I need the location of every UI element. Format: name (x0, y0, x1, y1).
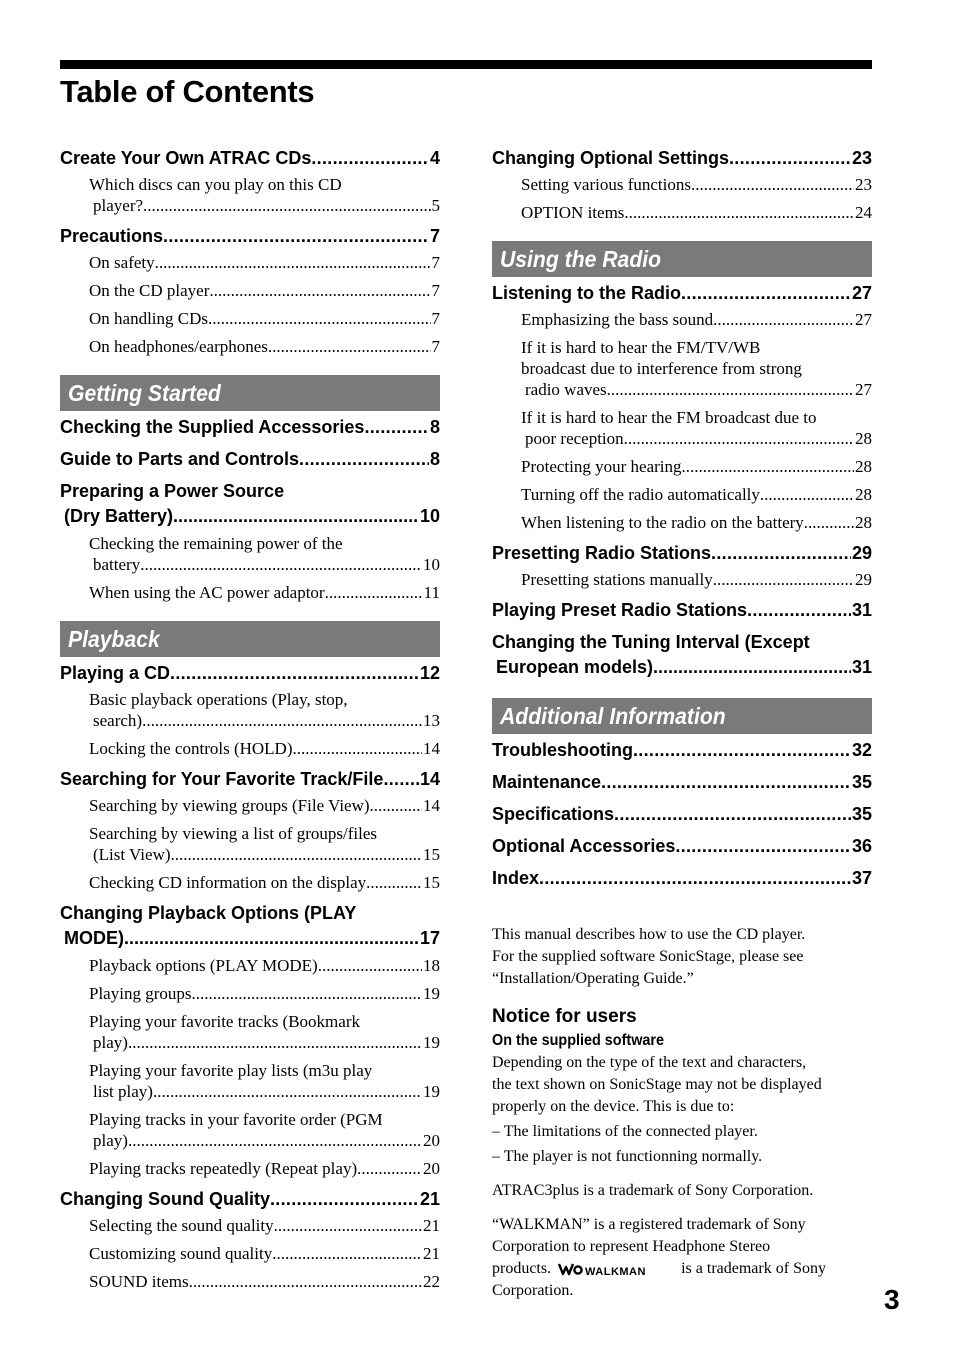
walkman-logo-icon (557, 1260, 675, 1278)
toc-entry-label: radio waves (525, 380, 607, 399)
body-line: the text shown on SonicStage may not be displayed (492, 1076, 822, 1093)
toc-entry-label: Checking the Supplied Accessories (60, 417, 365, 437)
toc-entry-label: battery (93, 555, 141, 574)
toc-page-number: 23 (851, 148, 872, 168)
dot-leader (124, 926, 419, 951)
dot-leader (729, 146, 851, 170)
dot-leader (170, 661, 419, 685)
dot-leader (691, 174, 854, 195)
toc-subentry (60, 795, 440, 816)
toc-entry-line (492, 655, 872, 680)
toc-page-number: 23 (855, 175, 872, 194)
section-getting-started (60, 375, 440, 411)
toc-chapter-entry (492, 541, 872, 565)
toc-subentry (492, 174, 872, 195)
trademark-line: products. (492, 1260, 552, 1277)
toc-page-number: 4 (429, 148, 440, 168)
toc-entry-label: Protecting your hearing (521, 457, 682, 476)
toc-chapter-entry (492, 598, 872, 622)
toc-entry-label: Changing Sound Quality (60, 1189, 270, 1209)
toc-entry-label: Customizing sound quality (89, 1244, 273, 1263)
toc-subentry (60, 983, 440, 1004)
dot-leader (208, 308, 431, 329)
toc-page-number: 5 (431, 196, 440, 215)
trademark-line: is a trademark of Sony (681, 1260, 826, 1277)
dot-leader (128, 1032, 422, 1053)
toc-entry-label: Locking the controls (HOLD) (89, 739, 293, 758)
toc-page-number: 32 (851, 740, 872, 760)
toc-page-number: 20 (423, 1131, 440, 1150)
trademark-line: Corporation. (492, 1282, 574, 1299)
toc-subentry (492, 337, 872, 400)
toc-subentry (60, 1060, 440, 1102)
toc-entry-label-line: If it is hard to hear the FM broadcast due to (521, 408, 817, 427)
toc-entry-label: On safety (89, 253, 155, 272)
toc-entry-label-line: Changing the Tuning Interval (Except (492, 632, 810, 652)
toc-page-number: 22 (423, 1272, 440, 1291)
toc-page-number: 20 (423, 1159, 440, 1178)
toc-entry-label: poor reception (525, 429, 624, 448)
toc-page-number: 14 (423, 739, 440, 758)
section-heading: Playback (68, 625, 160, 652)
toc-subentry (492, 569, 872, 590)
toc-chapter-entry (492, 738, 872, 762)
dot-leader (270, 1187, 419, 1211)
toc-page-number: 21 (419, 1189, 440, 1209)
dot-leader (163, 224, 429, 248)
toc-left-column (60, 146, 440, 1292)
toc-subentry (60, 689, 440, 731)
toc-entry-label: Emphasizing the bass sound (521, 310, 714, 329)
toc-entry-label-line: Which discs can you play on this CD (89, 175, 342, 194)
toc-page-number: 27 (855, 310, 872, 329)
toc-entry-label: On handling CDs (89, 309, 208, 328)
dot-leader (713, 569, 854, 590)
toc-entry-label-line: Changing Playback Options (PLAY (60, 903, 357, 923)
page-title: Table of Contents (60, 74, 315, 109)
toc-entry-label: search) (93, 711, 143, 730)
toc-group-additional (492, 738, 872, 890)
toc-entry-line (89, 1130, 440, 1151)
toc-page-number: 18 (423, 956, 440, 975)
toc-page-number: 21 (423, 1244, 440, 1263)
toc-chapter-entry (60, 661, 440, 685)
toc-page-number: 24 (855, 203, 872, 222)
dot-leader (153, 1081, 422, 1102)
toc-entry-label: When listening to the radio on the battery (521, 513, 804, 532)
toc-chapter-entry (492, 281, 872, 305)
toc-page-number: 35 (851, 772, 872, 792)
notice-dash-item: – The limitations of the connected player. (492, 1123, 758, 1140)
toc-entry-line (89, 1032, 440, 1053)
toc-entry-label-line: Checking the remaining power of the (89, 534, 343, 553)
toc-page-number: 28 (855, 429, 872, 448)
toc-subentry (60, 174, 440, 216)
toc-page-number: 29 (855, 570, 872, 589)
toc-entry-line (521, 428, 872, 449)
dot-leader (675, 834, 851, 858)
toc-page-number: 8 (429, 449, 440, 469)
toc-entry-label: Specifications (492, 804, 615, 824)
toc-page-number: 19 (423, 1033, 440, 1052)
toc-subentry (60, 1215, 440, 1236)
toc-entry-label-line: Preparing a Power Source (60, 481, 285, 501)
toc-entry-line (60, 926, 440, 951)
toc-entry-label: Playing groups (89, 984, 192, 1003)
title-rule (60, 60, 872, 69)
svg-text:WALKMAN: WALKMAN (585, 1266, 647, 1279)
toc-subentry (60, 1158, 440, 1179)
trademark-line: “WALKMAN” is a registered trademark of Sony (492, 1216, 806, 1233)
toc-page-number: 19 (423, 1082, 440, 1101)
toc-chapter-entry (492, 146, 872, 170)
toc-page-number: 10 (423, 555, 440, 574)
toc-page-number: 35 (851, 804, 872, 824)
toc-page-number: 7 (429, 226, 440, 246)
toc-entry-line (521, 379, 872, 400)
toc-entry-label: Playing Preset Radio Stations (492, 600, 748, 620)
toc-chapter-entry (492, 834, 872, 858)
toc-page-number: 12 (419, 663, 440, 683)
dot-leader (682, 456, 854, 477)
toc-entry-label: Turning off the radio automatically (521, 485, 760, 504)
dot-leader (539, 866, 851, 890)
dot-leader (681, 281, 851, 305)
toc-entry-label: Searching for Your Favorite Track/File (60, 769, 384, 789)
toc-page-number: 14 (419, 769, 440, 789)
toc-page-number: 14 (423, 796, 440, 815)
toc-entry-label: European models) (496, 657, 654, 677)
toc-page-number: 36 (851, 836, 872, 856)
dot-leader (364, 415, 429, 439)
dot-leader (383, 767, 419, 791)
toc-page-number: 27 (855, 380, 872, 399)
toc-page-number: 7 (431, 309, 440, 328)
toc-entry-label: Changing Optional Settings (492, 148, 729, 168)
dot-leader (268, 336, 431, 357)
toc-subentry (492, 407, 872, 449)
body-line: properly on the device. This is due to: (492, 1098, 735, 1115)
section-heading: Additional Information (500, 702, 726, 729)
toc-page-number: 15 (423, 873, 440, 892)
dot-leader (357, 1158, 422, 1179)
dot-leader (624, 428, 854, 449)
toc-page-number: 31 (851, 657, 872, 677)
dot-leader (155, 252, 431, 273)
toc-subentry (60, 1011, 440, 1053)
intro-line: “Installation/Operating Guide.” (492, 970, 694, 987)
toc-entry-label: OPTION items (521, 203, 625, 222)
toc-chapter-entry (492, 630, 872, 680)
toc-page-number: 29 (851, 543, 872, 563)
toc-group-intro-right (492, 146, 872, 223)
toc-chapter-entry (492, 770, 872, 794)
toc-entry-label-line: Basic playback operations (Play, stop, (89, 690, 348, 709)
toc-page-number: 28 (855, 485, 872, 504)
toc-entry-label: Playing a CD (60, 663, 171, 683)
toc-group-getting-started (60, 415, 440, 603)
dot-leader (143, 195, 430, 216)
page-number: 3 (884, 1284, 900, 1315)
toc-subentry (492, 456, 872, 477)
toc-chapter-entry (60, 479, 440, 529)
toc-page-number: 19 (423, 984, 440, 1003)
dot-leader (804, 512, 854, 533)
toc-entry-label: On the CD player (89, 281, 210, 300)
toc-entry-label-line: Playing tracks in your favorite order (PGM (89, 1110, 383, 1129)
dot-leader (274, 1215, 422, 1236)
toc-entry-label: Optional Accessories (492, 836, 676, 856)
toc-subentry (492, 202, 872, 223)
dot-leader (299, 447, 429, 471)
toc-entry-label: MODE) (64, 928, 124, 948)
toc-subentry (60, 336, 440, 357)
toc-entry-label: (Dry Battery) (64, 506, 174, 526)
walkman-trademark (492, 1214, 872, 1302)
toc-page-number: 31 (851, 600, 872, 620)
dot-leader (142, 710, 422, 731)
toc-subentry (60, 252, 440, 273)
toc-entry-label: Selecting the sound quality (89, 1216, 274, 1235)
toc-entry-label: Precautions (60, 226, 164, 246)
toc-subentry (60, 738, 440, 759)
toc-chapter-entry (60, 767, 440, 791)
toc-page-number: 10 (419, 506, 440, 526)
dot-leader (653, 655, 851, 680)
toc-right-column (492, 146, 872, 1302)
body-line: Depending on the type of the text and characters, (492, 1054, 807, 1071)
dot-leader (607, 379, 854, 400)
toc-subentry (60, 872, 440, 893)
notice-title: Notice for users (492, 1006, 637, 1027)
toc-subentry (60, 533, 440, 575)
toc-entry-label: Checking CD information on the display (89, 873, 367, 892)
section-heading: Getting Started (68, 379, 221, 406)
toc-subentry (492, 484, 872, 505)
toc-entry-label: play) (93, 1033, 128, 1052)
toc-entry-line (89, 1081, 440, 1102)
toc-entry-line (89, 844, 440, 865)
dot-leader (601, 770, 851, 794)
dot-leader (318, 955, 422, 976)
notice-dash-item: – The player is not functionning normally. (492, 1148, 763, 1165)
toc-group-radio (492, 281, 872, 680)
atrac-trademark: ATRAC3plus is a trademark of Sony Corporation. (492, 1182, 814, 1199)
dot-leader (311, 146, 429, 170)
toc-subentry (60, 582, 440, 603)
toc-subentry (60, 1243, 440, 1264)
toc-page-number: 7 (431, 337, 440, 356)
toc-entry-label: Playback options (PLAY MODE) (89, 956, 318, 975)
toc-entry-label: play) (93, 1131, 128, 1150)
dot-leader (173, 504, 419, 529)
dot-leader (624, 202, 854, 223)
toc-entry-label: On headphones/earphones (89, 337, 268, 356)
toc-entry-label: Index (492, 868, 540, 888)
toc-entry-label-line: broadcast due to interference from strong (521, 359, 802, 378)
toc-page-number: 27 (851, 283, 872, 303)
trademark-line: Corporation to represent Headphone Stereo (492, 1238, 771, 1255)
toc-page-number: 7 (431, 281, 440, 300)
toc-entry-line (89, 554, 440, 575)
toc-entry-line (89, 710, 440, 731)
section-using-the-radio (492, 241, 872, 277)
toc-chapter-entry (60, 146, 440, 170)
dot-leader (128, 1130, 422, 1151)
toc-subentry (60, 1109, 440, 1151)
notes-block (492, 924, 872, 1302)
toc-entry-label: Guide to Parts and Controls (60, 449, 300, 469)
toc-page-number: 17 (419, 928, 440, 948)
toc-entry-label-line: Playing your favorite play lists (m3u play (89, 1061, 373, 1080)
toc-entry-label: Maintenance (492, 772, 602, 792)
dot-leader (189, 1271, 422, 1292)
section-heading: Using the Radio (500, 245, 662, 272)
toc-subentry (492, 512, 872, 533)
toc-entry-label: (List View) (93, 845, 171, 864)
toc-entry-label: Troubleshooting (492, 740, 633, 760)
dot-leader (614, 802, 851, 826)
toc-subentry (60, 308, 440, 329)
dot-leader (711, 541, 851, 565)
dot-leader (272, 1243, 422, 1264)
toc-group-intro-left (60, 146, 440, 357)
intro-line: For the supplied software SonicStage, please see (492, 948, 804, 965)
dot-leader (713, 309, 854, 330)
section-playback (60, 621, 440, 657)
toc-entry-label: Presetting stations manually (521, 570, 713, 589)
dot-leader (760, 484, 854, 505)
toc-group-playback (60, 661, 440, 1292)
toc-entry-label: Searching by viewing groups (File View) (89, 796, 370, 815)
toc-subentry (60, 823, 440, 865)
dot-leader (633, 738, 851, 762)
toc-entry-line (89, 195, 440, 216)
toc-page-number: 21 (423, 1216, 440, 1235)
toc-page-number: 37 (851, 868, 872, 888)
manual-intro (492, 924, 872, 990)
toc-chapter-entry (492, 802, 872, 826)
toc-chapter-entry (60, 901, 440, 951)
toc-entry-label-line: Searching by viewing a list of groups/files (89, 824, 378, 843)
intro-line: This manual describes how to use the CD player. (492, 926, 806, 943)
toc-subentry (60, 1271, 440, 1292)
toc-chapter-entry (492, 866, 872, 890)
toc-entry-label-line: Playing your favorite tracks (Bookmark (89, 1012, 360, 1031)
toc-entry-label: player? (93, 196, 144, 215)
notice-subtitle: On the supplied software (492, 1032, 665, 1049)
notice-body (492, 1052, 872, 1118)
toc-chapter-entry (60, 224, 440, 248)
toc-entry-label: Listening to the Radio (492, 283, 681, 303)
toc-entry-label: Presetting Radio Stations (492, 543, 712, 563)
toc-entry-label: Setting various functions (521, 175, 691, 194)
toc-subentry (60, 280, 440, 301)
dot-leader (140, 554, 422, 575)
toc-page-number: 8 (429, 417, 440, 437)
dot-leader (370, 795, 422, 816)
dot-leader (366, 872, 422, 893)
toc-subentry (492, 309, 872, 330)
dot-leader (191, 983, 422, 1004)
toc-entry-label: When using the AC power adaptor (89, 583, 325, 602)
toc-entry-line (60, 504, 440, 529)
toc-chapter-entry (60, 447, 440, 471)
dot-leader (292, 738, 422, 759)
section-additional-information (492, 698, 872, 734)
toc-page-number: 28 (855, 513, 872, 532)
dot-leader (747, 598, 851, 622)
toc-entry-label-line: If it is hard to hear the FM/TV/WB (521, 338, 761, 357)
toc-chapter-entry (60, 1187, 440, 1211)
toc-page-number: 7 (431, 253, 440, 272)
dot-leader (171, 844, 422, 865)
dot-leader (209, 280, 430, 301)
toc-page-number: 28 (855, 457, 872, 476)
toc-page-number: 13 (423, 711, 440, 730)
toc-entry-label: list play) (93, 1082, 153, 1101)
toc-page-number: 11 (423, 583, 440, 602)
toc-entry-label: Create Your Own ATRAC CDs (60, 148, 312, 168)
toc-entry-label: SOUND items (89, 1272, 189, 1291)
toc-entry-label: Playing tracks repeatedly (Repeat play) (89, 1159, 358, 1178)
toc-chapter-entry (60, 415, 440, 439)
toc-subentry (60, 955, 440, 976)
toc-page-number: 15 (423, 845, 440, 864)
dot-leader (325, 582, 423, 603)
